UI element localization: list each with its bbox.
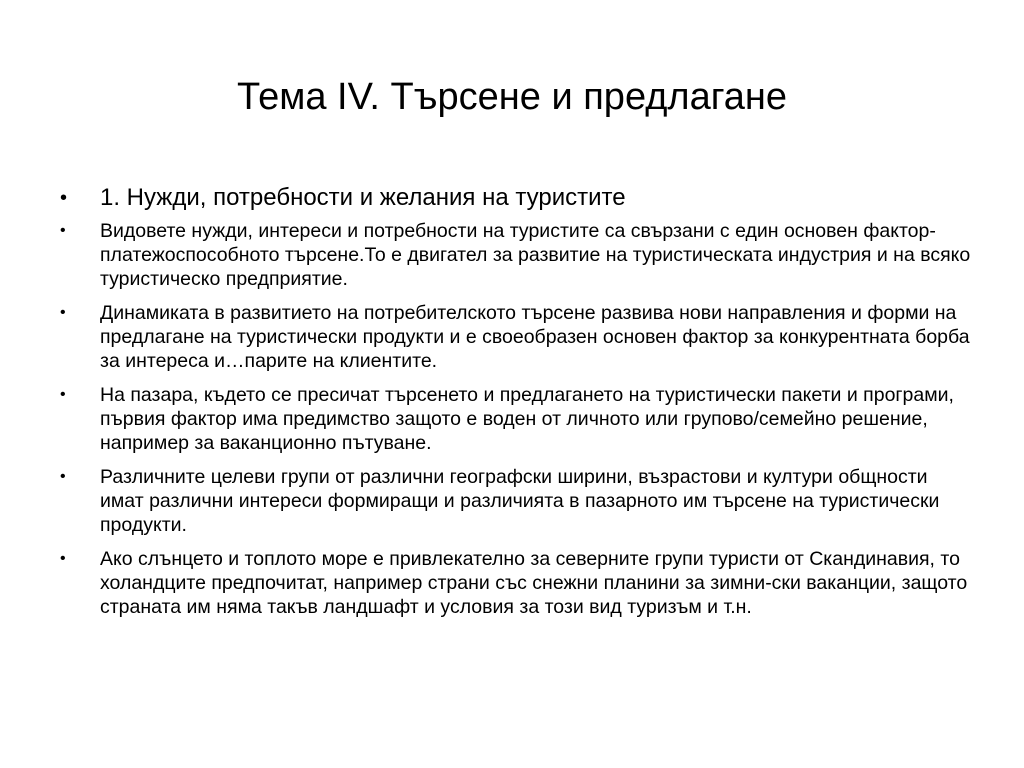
- bullet-item: [60, 547, 975, 619]
- bullet-icon: •: [60, 187, 68, 209]
- bullet-item-text: Ако слънцето и топлото море е привлекателно за северните групи туристи от Скандинавия, то холандците предпочитат, например страни със снежни планини за зимни-ски ваканции, защото страната им няма такъв ландшафт и условия за този вид туризъм и т.н.: [100, 548, 968, 618]
- bullet-item: [60, 465, 975, 537]
- bullet-item-text: На пазара, където се пресичат търсенето и предлагането на туристически пакети и програми, първия фактор има предимство защото е воден от личното или групово/семейно решение, например за ваканционно пътуване.: [100, 384, 954, 454]
- bullet-icon: •: [60, 222, 66, 239]
- bullet-item: [60, 219, 975, 291]
- slide-title: Тема IV. Търсене и предлагане: [236, 76, 788, 118]
- bullet-icon: •: [60, 550, 66, 567]
- bullet-icon: •: [60, 468, 66, 485]
- bullet-item-text: Видовете нужди, интереси и потребности на туристите са свързани с един основен фактор-платежоспособното търсене.То е двигател за развитие на туристическата индустрия и на всяко туристическо предприятие.: [100, 220, 971, 290]
- bullet-heading-text: 1. Нужди, потребности и желания на туристите: [100, 184, 626, 211]
- bullet-heading: [60, 183, 975, 213]
- bullet-list: [60, 183, 975, 629]
- bullet-item-text: Различните целеви групи от различни географски ширини, възрастови и култури общности имат различни интереси формиращи и различията в пазарното им търсене на туристически продукти.: [100, 466, 940, 536]
- bullet-item-text: Динамиката в развитието на потребителското търсене развива нови направления и форми на предлагане на туристически продукти и е своеобразен основен фактор за конкурентната борба за интереса и…парите на клиентите.: [100, 302, 970, 372]
- bullet-item: [60, 301, 975, 373]
- bullet-icon: •: [60, 304, 66, 321]
- bullet-item: [60, 383, 975, 455]
- bullet-icon: •: [60, 386, 66, 403]
